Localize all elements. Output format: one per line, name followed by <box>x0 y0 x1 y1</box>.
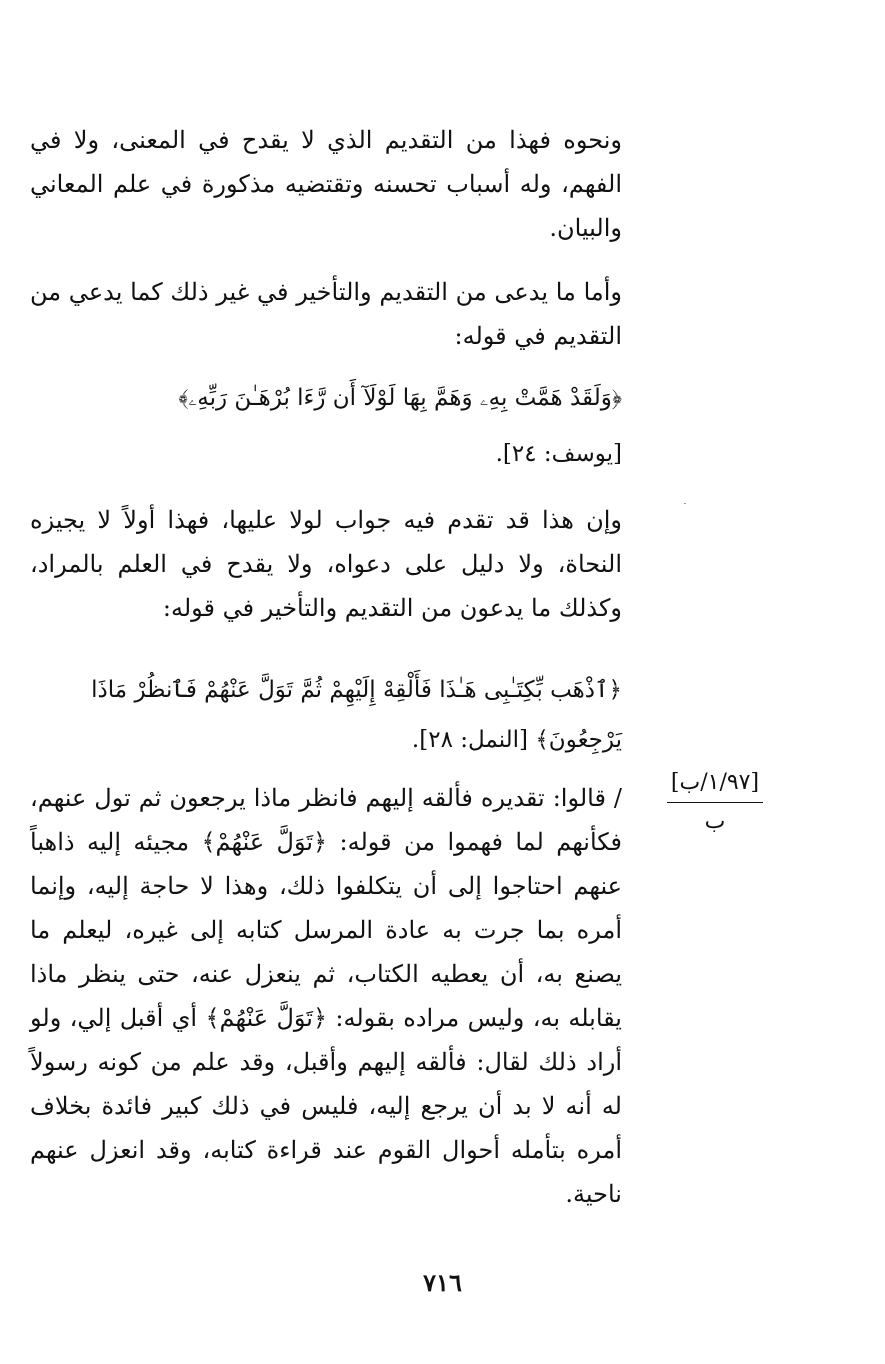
verse-reference-yusuf: [يوسف: ٢٤]. <box>495 441 622 467</box>
paragraph-4: / قالوا: تقديره فألقه إليهم فانظر ماذا يرجعون ثم تول عنهم، فكأنهم لما فهموا من قوله: ﴿تَوَلَّ عَنْهُمْ﴾ مجيئه إليه ذاهباً عنهم احتاجوا إلى أن يتكلفوا ذلك، وهذا لا حاجة إليه، وإنما أمره بما جرت به عادة المرسل كتابه إلى غيره، ليعلم ما يصنع به، أن يعطيه الكتاب، ثم ينعزل عنه، حتى ينظر ماذا يقابله به، وليس مراده بقوله: ﴿تَوَلَّ عَنْهُمْ﴾ أي أقبل إلي، ولو أراد ذلك لقال: فألقه إليهم وأقبل، وقد علم من كونه رسولاً له أنه لا بد أن يرجع إليه، فليس في ذلك كبير فائدة بخلاف أمره بتأمله أحوال القوم عند قراءة كتابه، وقد انعزل عنهم ناحية. <box>30 784 623 1208</box>
page-number: ٧١٦ <box>423 1268 462 1297</box>
folio-side: ب <box>704 809 726 834</box>
gutter-mark <box>684 503 686 504</box>
quran-verse-yusuf: ﴿وَلَقَدْ هَمَّتْ بِهِۦ وَهَمَّ بِهَا لَوْلَآ أَن رَّءَا بُرْهَـٰنَ رَبِّهِۦ﴾ <box>178 385 622 411</box>
folio-reference: [١/٩٧/ب] <box>667 766 763 803</box>
paragraph-3: وإن هذا قد تقدم فيه جواب لولا عليها، فهذا أولاً لا يجيزه النحاة، ولا دليل على دعواه، ولا يقدح في العلم بالمراد، وكذلك ما يدعون من التقديم والتأخير في قوله: <box>30 506 622 622</box>
quran-verse-naml-line-1: ﴿ٱذْهَب بِّكِتَـٰبِى هَـٰذَا فَأَلْقِهْ إِلَيْهِمْ ثُمَّ تَوَلَّ عَنْهُمْ فَٱنظُرْ مَاذَا <box>91 677 622 703</box>
quran-verse-naml-line-2: يَرْجِعُونَ﴾ [النمل: ٢٨]. <box>411 727 622 753</box>
paragraph-2: وأما ما يدعى من التقديم والتأخير في غير ذلك كما يدعي من التقديم في قوله: <box>30 278 623 350</box>
manuscript-folio-note <box>645 766 785 839</box>
paragraph-1: ونحوه فهذا من التقديم الذي لا يقدح في المعنى، ولا في الفهم، وله أسباب تحسنه وتقتضيه مذكورة في علم المعاني والبيان. <box>30 126 622 242</box>
